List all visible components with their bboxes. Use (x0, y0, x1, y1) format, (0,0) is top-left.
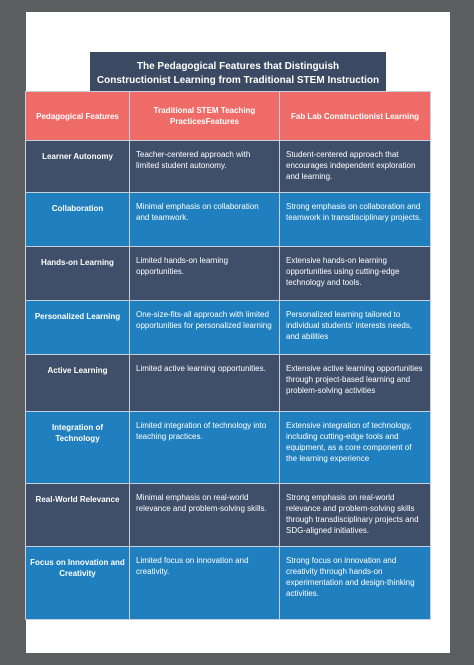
traditional-cell: Minimal emphasis on real-world relevance and problem-solving skills. (130, 484, 280, 547)
fablab-cell: Student-centered approach that encourages independent exploration and learning. (280, 141, 431, 193)
table-row (26, 193, 431, 247)
feature-cell: Active Learning (26, 355, 130, 412)
feature-cell: Personalized Learning (26, 301, 130, 355)
feature-cell: Hands-on Learning (26, 247, 130, 301)
page-title (90, 52, 386, 96)
table-row (26, 412, 431, 484)
traditional-cell: Limited active learning opportunities. (130, 355, 280, 412)
header-pedagogical-features: Pedagogical Features (26, 92, 130, 141)
table-row (26, 141, 431, 193)
fablab-cell: Extensive active learning opportunities through project-based learning and problem-solving activities (280, 355, 431, 412)
title-line-1: The Pedagogical Features that Distinguish (136, 61, 340, 72)
header-fab-lab: Fab Lab Constructionist Learning (280, 92, 431, 141)
fablab-cell: Strong focus on innovation and creativity through hands-on experimentation and design-thinking activities. (280, 547, 431, 620)
traditional-cell: Limited hands-on learning opportunities. (130, 247, 280, 301)
table-row (26, 301, 431, 355)
feature-cell: Learner Autonomy (26, 141, 130, 193)
comparison-table (25, 91, 431, 620)
table-row (26, 355, 431, 412)
feature-cell: Collaboration (26, 193, 130, 247)
table-row (26, 484, 431, 547)
traditional-cell: Limited integration of technology into teaching practices. (130, 412, 280, 484)
traditional-cell: Teacher-centered approach with limited student autonomy. (130, 141, 280, 193)
traditional-cell: Limited focus on innovation and creativity. (130, 547, 280, 620)
header-traditional-stem: Traditional STEM Teaching PracticesFeatures (130, 92, 280, 141)
table-header-row (26, 92, 431, 141)
traditional-cell: One-size-fits-all approach with limited opportunities for personalized learning (130, 301, 280, 355)
traditional-cell: Minimal emphasis on collaboration and teamwork. (130, 193, 280, 247)
feature-cell: Real-World Relevance (26, 484, 130, 547)
fablab-cell: Strong emphasis on real-world relevance and problem-solving skills through transdisciplinary projects and SDG-aligned initiatives. (280, 484, 431, 547)
table-row (26, 547, 431, 620)
fablab-cell: Strong emphasis on collaboration and teamwork in transdisciplinary projects. (280, 193, 431, 247)
feature-cell: Integration of Technology (26, 412, 130, 484)
feature-cell: Focus on Innovation and Creativity (26, 547, 130, 620)
title-line-2: Constructionist Learning from Traditional STEM Instruction (96, 75, 380, 86)
table-row (26, 247, 431, 301)
fablab-cell: Extensive hands-on learning opportunities using cutting-edge technology and tools. (280, 247, 431, 301)
fablab-cell: Personalized learning tailored to individual students' interests needs, and abilities (280, 301, 431, 355)
fablab-cell: Extensive integration of technology, including cutting-edge tools and equipment, as a core component of the learning experience (280, 412, 431, 484)
